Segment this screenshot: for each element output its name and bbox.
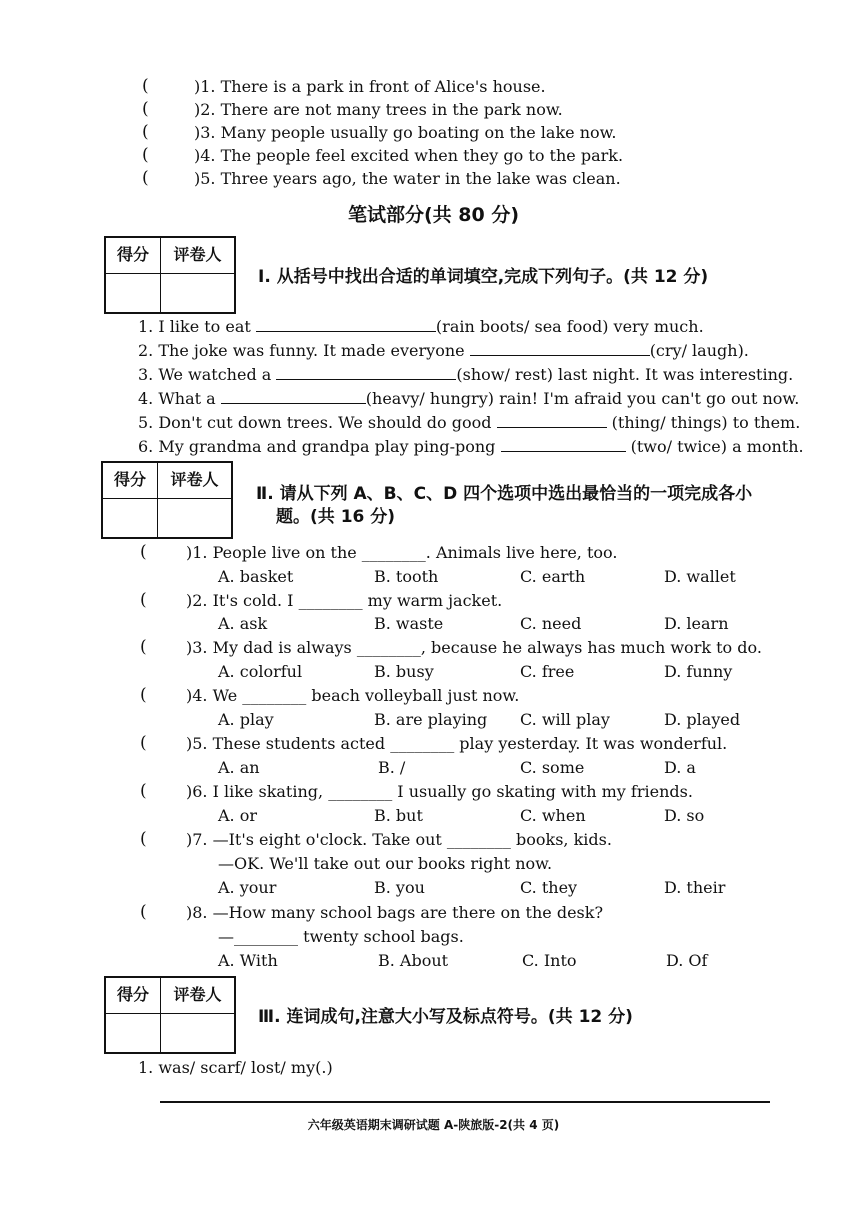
answer-blank[interactable] xyxy=(497,413,607,428)
s1-item-1: 1. I like to eat (rain boots/ sea food) very much. xyxy=(138,317,704,336)
answer-blank[interactable] xyxy=(221,389,366,404)
s3-item-1: 1. was/ scarf/ lost/ my(.) xyxy=(138,1058,333,1077)
mc-option[interactable]: B. you xyxy=(374,878,425,897)
mc-option[interactable]: C. need xyxy=(520,614,582,633)
answer-paren: ( xyxy=(142,76,149,96)
score-cell[interactable] xyxy=(103,499,158,537)
score-box xyxy=(104,236,236,314)
mc-option[interactable]: B. / xyxy=(378,758,406,777)
footer-divider xyxy=(160,1101,770,1103)
mc-option[interactable]: D. wallet xyxy=(664,567,736,586)
answer-paren[interactable]: ( xyxy=(140,829,147,849)
answer-blank[interactable] xyxy=(470,341,650,356)
mc-option[interactable]: A. an xyxy=(218,758,260,777)
mc-question-2: )2. It's cold. I ________ my warm jacket. xyxy=(186,591,503,610)
answer-paren[interactable]: ( xyxy=(140,637,147,657)
score-label: 得分 xyxy=(106,978,161,1014)
mc-option[interactable]: D. funny xyxy=(664,662,733,681)
mc-option[interactable]: A. basket xyxy=(218,567,294,586)
s1-item-6: 6. My grandma and grandpa play ping-pong (two/ twice) a month. xyxy=(138,437,804,456)
answer-paren[interactable]: ( xyxy=(140,685,147,705)
section3-heading: Ⅲ. 连词成句,注意大小写及标点符号。(共 12 分) xyxy=(258,1007,633,1027)
mc-question-8-reply: —________ twenty school bags. xyxy=(218,927,464,946)
mc-question-6: )6. I like skating, ________ I usually go skating with my friends. xyxy=(186,782,693,801)
tf-item-3: )3. Many people usually go boating on the lake now. xyxy=(194,123,617,142)
mc-option[interactable]: C. will play xyxy=(520,710,610,729)
mc-option[interactable]: A. ask xyxy=(218,614,268,633)
score-label: 得分 xyxy=(103,463,158,499)
mc-question-1: )1. People live on the ________. Animals live here, too. xyxy=(186,543,618,562)
mc-option[interactable]: B. About xyxy=(378,951,449,970)
tf-item-4: )4. The people feel excited when they go to the park. xyxy=(194,146,624,165)
mc-option[interactable]: A. or xyxy=(218,806,258,825)
mc-option[interactable]: B. waste xyxy=(374,614,444,633)
mc-option[interactable]: A. your xyxy=(218,878,277,897)
mc-option[interactable]: D. learn xyxy=(664,614,729,633)
answer-paren[interactable]: ( xyxy=(140,781,147,801)
section1-heading: Ⅰ. 从括号中找出合适的单词填空,完成下列句子。(共 12 分) xyxy=(258,267,709,287)
answer-paren[interactable]: ( xyxy=(140,542,147,562)
mc-option[interactable]: C. Into xyxy=(522,951,577,970)
score-label: 得分 xyxy=(106,238,161,274)
mc-option[interactable]: A. play xyxy=(218,710,274,729)
mc-question-4: )4. We ________ beach volleyball just now. xyxy=(186,686,520,705)
score-box xyxy=(101,461,233,539)
mc-option[interactable]: C. they xyxy=(520,878,578,897)
mc-option[interactable]: C. earth xyxy=(520,567,586,586)
mc-question-5: )5. These students acted ________ play yesterday. It was wonderful. xyxy=(186,734,728,753)
mc-option[interactable]: B. are playing xyxy=(374,710,488,729)
answer-paren: ( xyxy=(142,145,149,165)
s1-item-3: 3. We watched a (show/ rest) last night. It was interesting. xyxy=(138,365,794,384)
written-part-title: 笔试部分(共 80 分) xyxy=(347,204,520,226)
mc-option[interactable]: D. a xyxy=(664,758,696,777)
tf-item-5: )5. Three years ago, the water in the lake was clean. xyxy=(194,169,621,188)
grader-label: 评卷人 xyxy=(158,463,231,499)
mc-option[interactable]: C. free xyxy=(520,662,575,681)
mc-option[interactable]: B. but xyxy=(374,806,423,825)
grader-label: 评卷人 xyxy=(161,238,234,274)
mc-option[interactable]: D. their xyxy=(664,878,726,897)
mc-question-7-reply: —OK. We'll take out our books right now. xyxy=(218,854,553,873)
s1-item-2: 2. The joke was funny. It made everyone (cry/ laugh). xyxy=(138,341,749,360)
page-footer: 六年级英语期末调研试题 A-陕旅版-2(共 4 页) xyxy=(307,1118,560,1132)
mc-option[interactable]: D. Of xyxy=(666,951,708,970)
mc-option[interactable]: D. played xyxy=(664,710,741,729)
answer-blank[interactable] xyxy=(256,317,436,332)
score-box xyxy=(104,976,236,1054)
tf-item-2: )2. There are not many trees in the park now. xyxy=(194,100,563,119)
mc-question-8: )8. —How many school bags are there on the desk? xyxy=(186,903,604,922)
answer-paren: ( xyxy=(142,168,149,188)
answer-paren: ( xyxy=(142,122,149,142)
grader-label: 评卷人 xyxy=(161,978,234,1014)
score-cell[interactable] xyxy=(106,274,161,312)
score-cell[interactable] xyxy=(106,1014,161,1052)
answer-paren[interactable]: ( xyxy=(140,590,147,610)
mc-option[interactable]: A. colorful xyxy=(218,662,303,681)
answer-blank[interactable] xyxy=(501,437,626,452)
s1-item-4: 4. What a (heavy/ hungry) rain! I'm afraid you can't go out now. xyxy=(138,389,800,408)
answer-paren: ( xyxy=(142,99,149,119)
mc-question-7: )7. —It's eight o'clock. Take out ________ books, kids. xyxy=(186,830,612,849)
mc-option[interactable]: A. With xyxy=(218,951,278,970)
mc-option[interactable]: C. some xyxy=(520,758,585,777)
section2-heading-line2: 题。(共 16 分) xyxy=(276,507,396,527)
mc-question-3: )3. My dad is always ________, because he always has much work to do. xyxy=(186,638,762,657)
section2-heading-line1: Ⅱ. 请从下列 A、B、C、D 四个选项中选出最恰当的一项完成各小 xyxy=(256,484,753,504)
answer-paren[interactable]: ( xyxy=(140,902,147,922)
tf-item-1: )1. There is a park in front of Alice's house. xyxy=(194,77,546,96)
answer-paren[interactable]: ( xyxy=(140,733,147,753)
mc-option[interactable]: B. tooth xyxy=(374,567,439,586)
s1-item-5: 5. Don't cut down trees. We should do good (thing/ things) to them. xyxy=(138,413,801,432)
mc-option[interactable]: D. so xyxy=(664,806,705,825)
answer-blank[interactable] xyxy=(276,365,456,380)
mc-option[interactable]: C. when xyxy=(520,806,586,825)
mc-option[interactable]: B. busy xyxy=(374,662,434,681)
